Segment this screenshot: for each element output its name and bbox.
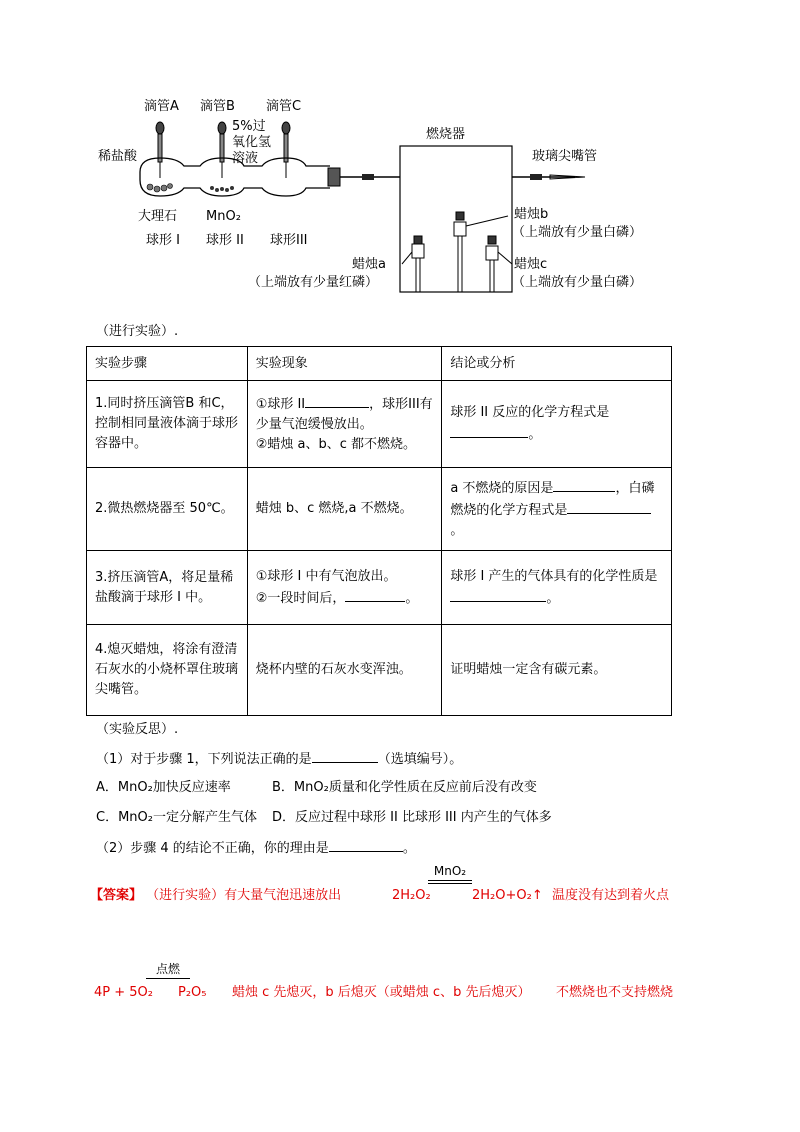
table-row bbox=[87, 381, 672, 468]
label-bulb-1: 球形 I bbox=[146, 233, 180, 248]
equation-2-right: P₂O₅ bbox=[178, 985, 207, 1000]
question-2: （2）步骤 4 的结论不正确，你的理由是 。 bbox=[96, 837, 416, 858]
label-mno2: MnO₂ bbox=[206, 209, 241, 224]
row3-phenomena: ①球形 I 中有气泡放出。 ②一段时间后， 。 bbox=[247, 551, 442, 625]
label-candle-b-note: （上端放有少量白磷） bbox=[512, 225, 643, 240]
header-phenomena: 实验现象 bbox=[247, 347, 442, 381]
equation-1-right: 2H₂O+O₂↑ bbox=[472, 888, 543, 903]
question-1: （1）对于步骤 1，下列说法正确的是 （选填编号）。 bbox=[96, 748, 462, 769]
dropper-c bbox=[282, 122, 290, 178]
blank-row1-phen[interactable] bbox=[305, 393, 369, 408]
answer-part-4: 不燃烧也不支持燃烧 bbox=[556, 985, 674, 1000]
header-steps: 实验步骤 bbox=[87, 347, 248, 381]
label-h2o2-line3: 溶液 bbox=[232, 151, 259, 166]
row1-conclusion: 球形 II 反应的化学方程式是 。 bbox=[442, 381, 672, 468]
equation-2-left: 4P + 5O₂ bbox=[94, 985, 153, 1000]
row3-conclusion: 球形 I 产生的气体具有的化学性质是。 bbox=[442, 551, 672, 625]
section-experiment-heading: （进行实验）. bbox=[96, 324, 179, 339]
blank-row3-concl[interactable] bbox=[450, 587, 546, 602]
label-bulb-2: 球形 II bbox=[206, 233, 244, 248]
dropper-a bbox=[156, 122, 164, 178]
row4-phenomena: 烧杯内壁的石灰水变浑浊。 bbox=[247, 625, 442, 716]
table-row bbox=[87, 625, 672, 716]
label-marble: 大理石 bbox=[138, 209, 178, 224]
label-dropper-c: 滴管C bbox=[266, 99, 302, 114]
label-candle-a-note: （上端放有少量红磷） bbox=[248, 275, 379, 290]
row4-conclusion: 证明蜡烛一定含有碳元素。 bbox=[442, 625, 672, 716]
label-candle-b: 蜡烛b bbox=[514, 207, 549, 222]
equation-1-condition: MnO₂ bbox=[428, 864, 472, 884]
candle-c bbox=[486, 236, 498, 292]
dropper-b bbox=[218, 122, 226, 178]
label-nozzle: 玻璃尖嘴管 bbox=[532, 149, 598, 164]
label-candle-c: 蜡烛c bbox=[514, 257, 548, 272]
label-candle-c-note: （上端放有少量白磷） bbox=[512, 275, 643, 290]
blank-row2-eq[interactable] bbox=[567, 499, 651, 514]
candle-b bbox=[454, 212, 466, 292]
option-a: A．MnO₂加快反应速率 bbox=[96, 780, 231, 795]
row2-step: 2.微热燃烧器至 50℃。 bbox=[87, 468, 248, 551]
blank-row1-concl[interactable] bbox=[450, 423, 528, 438]
blank-row3-phen[interactable] bbox=[345, 587, 405, 602]
label-burner: 燃烧器 bbox=[426, 127, 466, 142]
option-d: D．反应过程中球形 II 比球形 III 内产生的气体多 bbox=[272, 810, 552, 825]
answer-part-2: 温度没有达到着火点 bbox=[552, 888, 670, 903]
table-row bbox=[87, 468, 672, 551]
marble-pieces bbox=[147, 184, 173, 193]
answer-tag: 【答案】 bbox=[90, 888, 143, 903]
blank-q2[interactable] bbox=[329, 837, 403, 852]
option-b: B．MnO₂质量和化学性质在反应前后没有改变 bbox=[272, 780, 537, 795]
apparatus-diagram bbox=[0, 0, 800, 310]
table-header-row bbox=[87, 347, 672, 381]
experiment-table bbox=[86, 346, 672, 716]
label-h2o2-line1: 5%过 bbox=[232, 119, 266, 134]
header-conclusion: 结论或分析 bbox=[442, 347, 672, 381]
label-hcl: 稀盐酸 bbox=[98, 149, 138, 164]
answer-part-3: 蜡烛 c 先熄灭，b 后熄灭（或蜡烛 c、b 先后熄灭） bbox=[232, 985, 531, 1000]
equation-1-left: 2H₂O₂ bbox=[392, 888, 431, 903]
rubber-stopper bbox=[328, 168, 340, 186]
answer-line-1 bbox=[90, 886, 341, 905]
label-candle-a: 蜡烛a bbox=[352, 257, 386, 272]
table-row bbox=[87, 551, 672, 625]
equation-2-condition: 点燃 bbox=[146, 962, 190, 980]
label-dropper-b: 滴管B bbox=[200, 99, 235, 114]
answer-part-1: （进行实验）有大量气泡迅速放出 bbox=[146, 888, 342, 903]
row2-phenomena: 蜡烛 b、c 燃烧,a 不燃烧。 bbox=[247, 468, 442, 551]
row4-step: 4.熄灭蜡烛，将涂有澄清石灰水的小烧杯罩住玻璃尖嘴管。 bbox=[87, 625, 248, 716]
candle-a bbox=[412, 236, 424, 292]
row1-step: 1.同时挤压滴管B 和C，控制相同量液体滴于球形容器中。 bbox=[87, 381, 248, 468]
label-h2o2-line2: 氧化氢 bbox=[232, 135, 272, 150]
mno2-powder bbox=[210, 186, 234, 192]
row2-conclusion: a 不燃烧的原因是 ，白磷燃烧的化学方程式是。 bbox=[442, 468, 672, 551]
section-reflection-heading: （实验反思）. bbox=[96, 722, 179, 737]
label-dropper-a: 滴管A bbox=[144, 99, 179, 114]
blank-row2-reason[interactable] bbox=[553, 477, 615, 492]
row1-phenomena: ①球形 II ，球形III有少量气泡缓慢放出。 ②蜡烛 a、b、c 都不燃烧。 bbox=[247, 381, 442, 468]
label-bulb-3: 球形III bbox=[270, 233, 308, 248]
row3-step: 3.挤压滴管A，将足量稀盐酸滴于球形 I 中。 bbox=[87, 551, 248, 625]
blank-q1[interactable] bbox=[312, 748, 378, 763]
option-c: C．MnO₂一定分解产生气体 bbox=[96, 810, 257, 825]
